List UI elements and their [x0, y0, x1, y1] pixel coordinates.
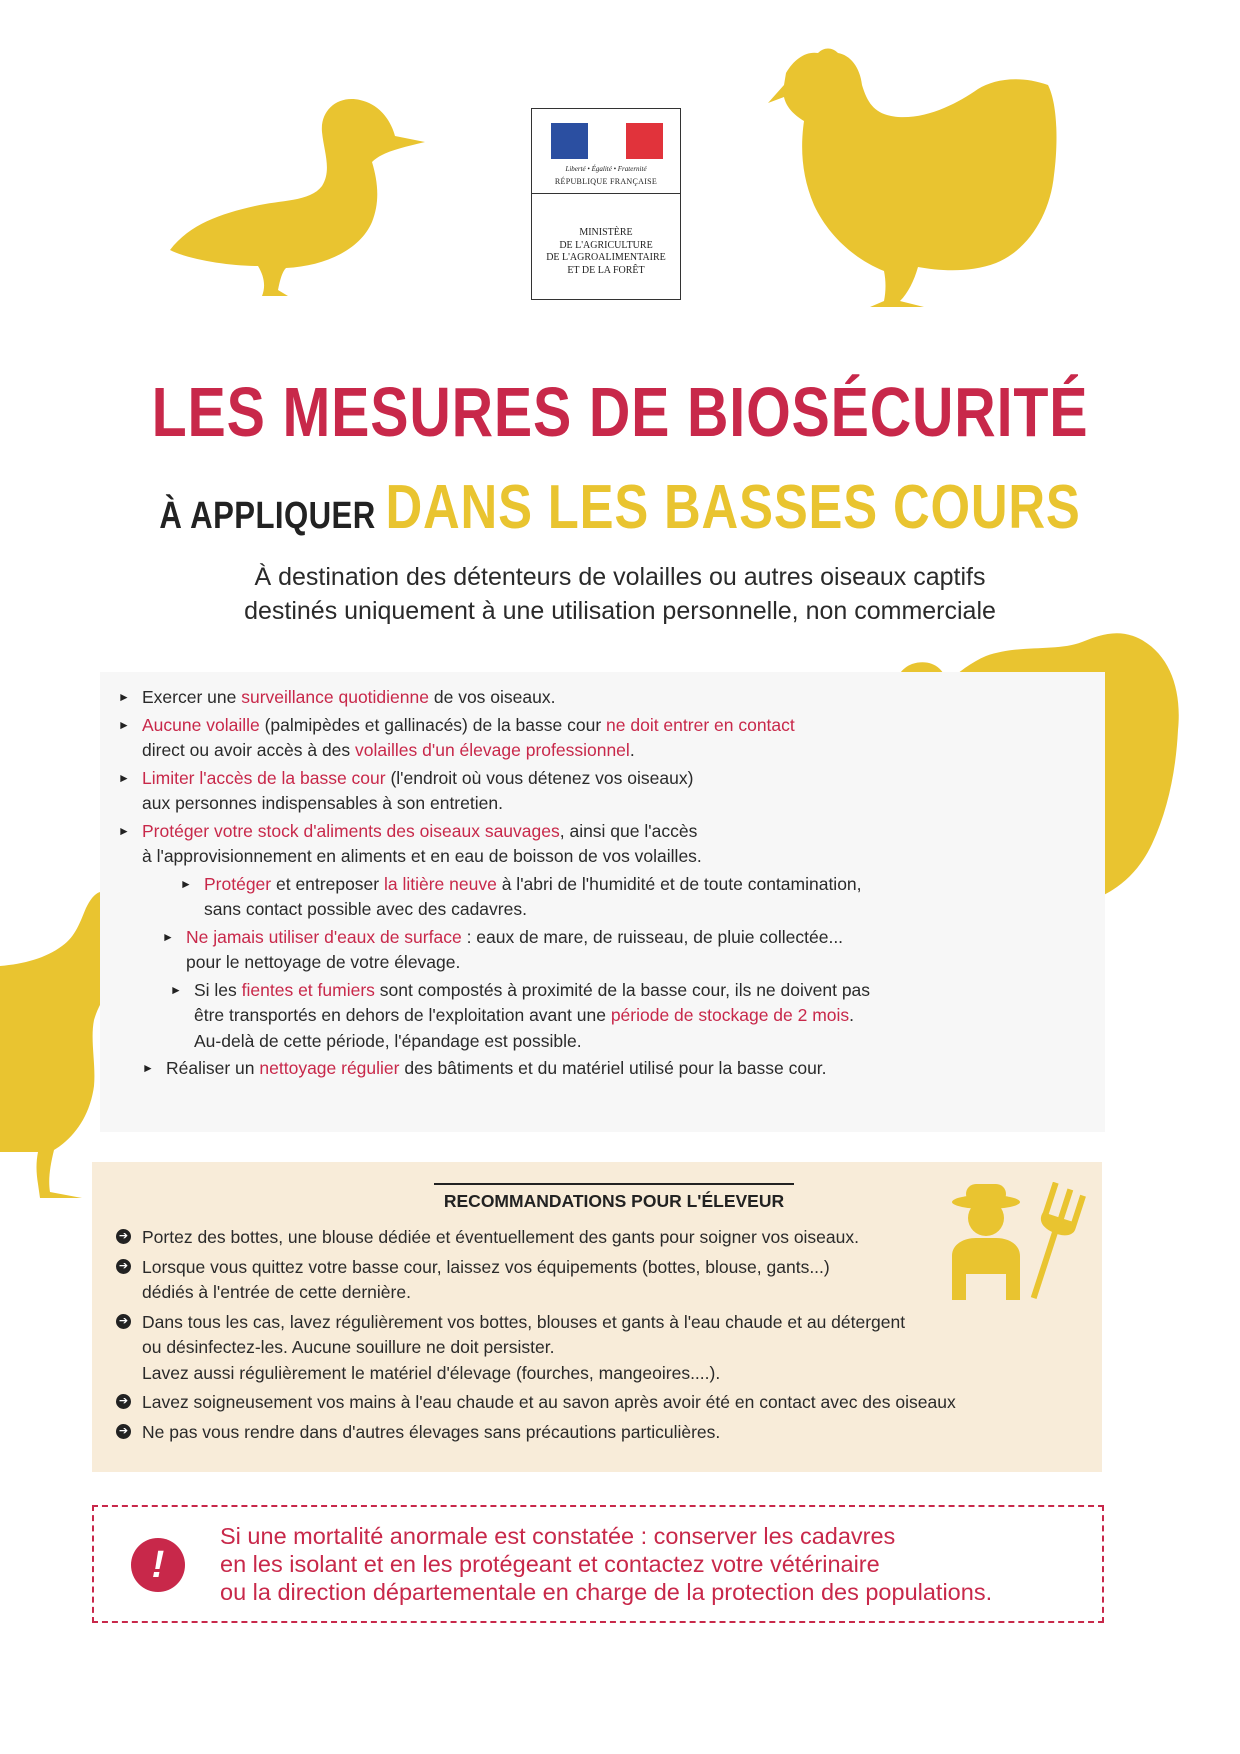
highlighted-text: Protéger votre stock d'aliments des oiseaux sauvages [142, 820, 560, 841]
ministry-line: DE L'AGRICULTURE [559, 239, 653, 251]
highlighted-text: Limiter l'accès de la basse cour [142, 767, 386, 788]
arrow-bullet-icon: ► [142, 1061, 154, 1075]
recommendation-text: Lorsque vous quittez votre basse cour, laissez vos équipements (bottes, blouse, gants...) [142, 1256, 830, 1277]
ministry-name [532, 227, 680, 277]
arrow-bullet-icon: ► [118, 690, 130, 704]
measure-text: Exercer une [142, 687, 242, 707]
exclamation-icon: ! [131, 1538, 185, 1592]
measure-item [118, 819, 1078, 870]
measure-text: Si les [194, 979, 242, 1000]
intro-line: destinés uniquement à une utilisation personnelle, non commerciale [244, 597, 996, 625]
recommendation-item [116, 1225, 996, 1251]
arrow-bullet-icon: ► [118, 770, 130, 785]
arrow-circle-icon: ➔ [116, 1394, 131, 1409]
highlighted-text: ne doit entrer en contact [606, 714, 795, 735]
measure-item [170, 978, 1078, 1055]
measure-text: aux personnes indispensables à son entretien. [142, 793, 503, 813]
ministry-logo [531, 108, 681, 300]
highlighted-text: volailles d'un élevage professionnel [355, 740, 630, 760]
duck-silhouette-icon [160, 90, 430, 305]
alert-text [220, 1522, 1080, 1606]
marianne-flag-icon [551, 123, 663, 159]
measure-item [118, 685, 1078, 711]
arrow-circle-icon: ➔ [116, 1424, 131, 1439]
recommendations-list [116, 1225, 996, 1449]
measure-text: (l'endroit où vous détenez vos oiseaux) [385, 767, 694, 788]
measure-item [118, 766, 1078, 817]
recommendation-text: Ne pas vous rendre dans d'autres élevages sans précautions particulières. [142, 1421, 721, 1442]
arrow-bullet-icon: ► [170, 982, 182, 997]
recommendation-text: Lavez aussi régulièrement le matériel d'élevage (fourches, mangeoires....). [142, 1362, 721, 1383]
highlighted-text: surveillance quotidienne [241, 687, 429, 707]
recommendation-text: Portez des bottes, une blouse dédiée et éventuellement des gants pour soigner vos oiseaux. [142, 1227, 859, 1247]
recommendation-text: dédiés à l'entrée de cette dernière. [142, 1282, 411, 1302]
page-title: LES MESURES DE BIOSÉCURITÉ [151, 373, 1089, 451]
highlighted-text: Ne jamais utiliser d'eaux de surface [186, 926, 462, 947]
logo-divider [532, 193, 680, 194]
recommendation-item [116, 1390, 996, 1416]
arrow-circle-icon: ➔ [116, 1259, 131, 1274]
alert-line: en les isolant et en les protégeant et contactez votre vétérinaire [220, 1551, 880, 1577]
arrow-circle-icon: ➔ [116, 1314, 131, 1329]
ministry-line: ET DE LA FORÊT [567, 264, 645, 276]
arrow-bullet-icon: ► [180, 876, 192, 891]
measures-list [118, 685, 1078, 1084]
arrow-circle-icon: ➔ [116, 1229, 131, 1244]
highlighted-text: période de stockage de 2 mois [610, 1005, 850, 1025]
measure-text: et entreposer [271, 873, 384, 894]
arrow-bullet-icon: ► [118, 823, 130, 838]
highlighted-text: Protéger [204, 873, 272, 894]
measure-text: sont compostés à proximité de la basse cour, ils ne doivent pas [374, 979, 871, 1000]
measure-text: pour le nettoyage de votre élevage. [186, 952, 461, 972]
arrow-bullet-icon: ► [162, 929, 174, 944]
intro-text [0, 560, 1240, 628]
measure-item [142, 1056, 1078, 1082]
highlighted-text: nettoyage régulier [259, 1058, 400, 1078]
measure-text: à l'abri de l'humidité et de toute contamination, [496, 873, 862, 894]
recommendations-rule [434, 1183, 794, 1185]
hen-silhouette-icon [758, 45, 1070, 320]
flag-white-band [588, 123, 625, 159]
ministry-line: DE L'AGROALIMENTAIRE [546, 252, 666, 263]
alert-line: ou la direction départementale en charge de la protection des populations. [220, 1579, 993, 1605]
subtitle-prefix: À APPLIQUER [159, 495, 376, 537]
flag-blue-band [551, 123, 588, 159]
republic-motto: Liberté • Égalité • Fraternité [565, 165, 647, 173]
measure-text: de vos oiseaux. [429, 687, 556, 707]
measure-item [180, 872, 1078, 923]
measure-text: , ainsi que l'accès [559, 820, 698, 841]
recommendations-title: RECOMMANDATIONS POUR L'ÉLEVEUR [443, 1191, 785, 1211]
recommendation-text: Dans tous les cas, lavez régulièrement vos bottes, blouses et gants à l'eau chaude et au détergent [142, 1311, 906, 1332]
recommendation-item [116, 1255, 996, 1306]
highlighted-text: fientes et fumiers [241, 979, 375, 1000]
recommendation-text: Lavez soigneusement vos mains à l'eau chaude et au savon après avoir été en contact avec des oiseaux [142, 1392, 956, 1412]
measure-text: à l'approvisionnement en aliments et en eau de boisson de vos volailles. [142, 846, 702, 866]
measure-text: Au-delà de cette période, l'épandage est possible. [194, 1030, 582, 1051]
arrow-bullet-icon: ► [118, 717, 130, 732]
measure-text: : eaux de mare, de ruisseau, de pluie collectée... [461, 926, 844, 947]
measure-text: Réaliser un [166, 1058, 260, 1078]
measure-text: (palmipèdes et gallinacés) de la basse cour [259, 714, 607, 735]
republic-name: RÉPUBLIQUE FRANÇAISE [554, 177, 658, 186]
highlighted-text: Aucune volaille [142, 714, 260, 735]
ministry-line: MINISTÈRE [579, 227, 633, 238]
page-subtitle [112, 472, 1129, 543]
measure-item [162, 925, 1078, 976]
measure-text: sans contact possible avec des cadavres. [204, 899, 527, 919]
measure-text: . [629, 740, 635, 760]
measure-text: des bâtiments et du matériel utilisé pour la basse cour. [399, 1058, 827, 1078]
recommendation-text: ou désinfectez-les. Aucune souillure ne doit persister. [142, 1337, 555, 1357]
alert-line: Si une mortalité anormale est constatée : conserver les cadavres [220, 1523, 896, 1549]
highlighted-text: la litière neuve [383, 873, 497, 894]
flag-red-band [626, 123, 663, 159]
measure-item [118, 713, 1078, 764]
intro-line: À destination des détenteurs de volailles ou autres oiseaux captifs [254, 563, 986, 591]
recommendation-item [116, 1310, 996, 1387]
recommendation-item [116, 1420, 996, 1446]
measure-text: direct ou avoir accès à des [142, 740, 356, 760]
measure-text: être transportés en dehors de l'exploitation avant une [194, 1005, 611, 1025]
subtitle-main: DANS LES BASSES COURS [385, 473, 1081, 542]
measure-text: . [849, 1005, 855, 1025]
